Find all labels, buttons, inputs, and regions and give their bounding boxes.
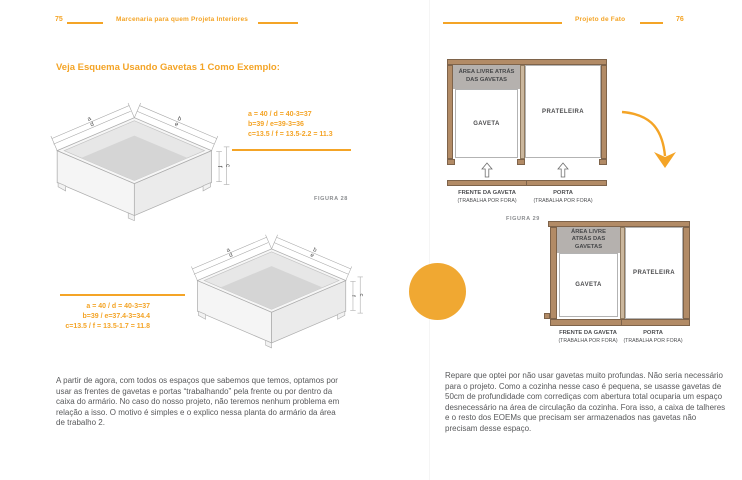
formula-line: a = 40 / d = 40-3=37 <box>248 111 312 118</box>
header-rule <box>443 22 562 24</box>
orange-rule-1 <box>232 149 351 151</box>
formula-line: c=13.5 / f = 13.5-2.2 = 11.3 <box>248 131 333 138</box>
highlight-circle <box>409 263 466 320</box>
dimension-label-f: f <box>350 295 357 297</box>
figure-caption-29: FIGURA 29 <box>506 216 540 222</box>
door-caption <box>511 190 615 205</box>
dimension-label-a: a <box>86 115 93 123</box>
front-panel-bar <box>447 180 607 186</box>
formula-block-1 <box>248 110 333 140</box>
front-panel-seam <box>526 180 527 186</box>
cabinet-right-panel <box>601 65 607 159</box>
drawer-label: GAVETA <box>559 253 618 317</box>
header-rule <box>640 22 663 24</box>
dimension-label-e: e <box>309 252 315 260</box>
door-caption <box>601 330 705 345</box>
dimension-label-c: c <box>357 293 364 297</box>
front-panel-seam <box>621 319 622 326</box>
free-area-label: ÁREA LIVRE ATRÁS DAS GAVETAS <box>453 65 520 89</box>
drawer-front-label: FRENTE DA GAVETA <box>559 330 617 336</box>
shelf-label: PRATELEIRA <box>625 227 683 319</box>
dimension-label-d: d <box>89 120 96 129</box>
formula-line: a = 40 / d = 40-3=37 <box>86 303 150 310</box>
formula-line: b=39 / e=39-3=36 <box>248 121 304 128</box>
drawer-front-label: FRENTE DA GAVETA <box>458 190 516 196</box>
section-heading: Veja Esquema Usando Gavetas 1 Como Exemplo: <box>56 62 280 73</box>
drawer-front-sublabel: (TRABALHA POR FORA) <box>457 197 517 204</box>
right-header-title: Projeto de Fato <box>575 16 626 23</box>
dimension-label-a: a <box>225 247 232 255</box>
header-rule <box>258 22 298 24</box>
page-gutter-divider <box>429 0 430 480</box>
front-panel-bar <box>550 319 690 326</box>
drawer-front-sublabel: (TRABALHA POR FORA) <box>558 337 618 344</box>
drawer-isometric-figure-2 <box>181 229 373 352</box>
door-label: PORTA <box>553 190 573 196</box>
header-rule <box>67 22 103 24</box>
left-page-number: 75 <box>55 16 63 23</box>
orange-rule-2 <box>60 294 185 296</box>
door-sublabel: (TRABALHA POR FORA) <box>533 197 593 204</box>
dimension-label-b: b <box>176 115 183 123</box>
left-header-title: Marcenaria para quem Projeta Interiores <box>116 16 249 23</box>
dimension-label-e: e <box>173 120 180 129</box>
door-label: PORTA <box>643 330 663 336</box>
up-arrow-icon <box>481 162 493 178</box>
cabinet-right-panel <box>683 227 690 319</box>
dimension-label-f: f <box>216 165 224 168</box>
dimension-label-d: d <box>228 252 234 260</box>
formula-line: b=39 / e=37.4-3=34.4 <box>82 313 150 320</box>
right-page-number: 76 <box>676 16 684 23</box>
formula-block-2 <box>40 302 150 332</box>
cabinet-plan-top <box>447 59 607 204</box>
cabinet-plan-bottom <box>548 221 690 351</box>
cabinet-foot <box>599 159 607 165</box>
cabinet-foot <box>447 159 455 165</box>
body-paragraph-left: A partir de agora, com todos os espaços que sabemos que temos, optamos por usar as frentes de gavetas e portas “trabalhando” pela frente ou por dentro da caixa do armário. No caso do nosso projeto, não teremos nenhum problema em relação a isso. O motivo é simples e o explico nessa planta do armário da área de trabalho 2. <box>56 376 340 428</box>
cabinet-left-panel <box>550 227 557 319</box>
door-sublabel: (TRABALHA POR FORA) <box>623 337 683 344</box>
cabinet-foot <box>517 159 525 165</box>
drawer-isometric-figure-1 <box>40 97 240 225</box>
curved-arrow-icon <box>618 104 690 176</box>
dimension-label-c: c <box>224 164 232 168</box>
shelf-label: PRATELEIRA <box>525 65 601 158</box>
drawer-label: GAVETA <box>455 89 518 158</box>
formula-line: c=13.5 / f = 13.5-1.7 = 11.8 <box>65 323 150 330</box>
dimension-label-b: b <box>311 247 318 255</box>
figure-caption-28: FIGURA 28 <box>314 196 348 202</box>
free-area-label: ÁREA LIVRE ATRÁS DAS GAVETAS <box>557 227 620 253</box>
up-arrow-icon <box>557 162 569 178</box>
body-paragraph-right: Repare que optei por não usar gavetas muito profundas. Não seria necessário para o projeto. Como a cozinha nesse caso é pequena, se usasse gavetas de 50cm de profundidade com corrediças com abertura total ocuparia um espaço desnecessário na área de circulação da cozinha. Fora isso, a caixa de talheres e o resto dos EOEMs que precisam ser armazenados nas gavetas não precisam desse espaço. <box>445 371 726 433</box>
